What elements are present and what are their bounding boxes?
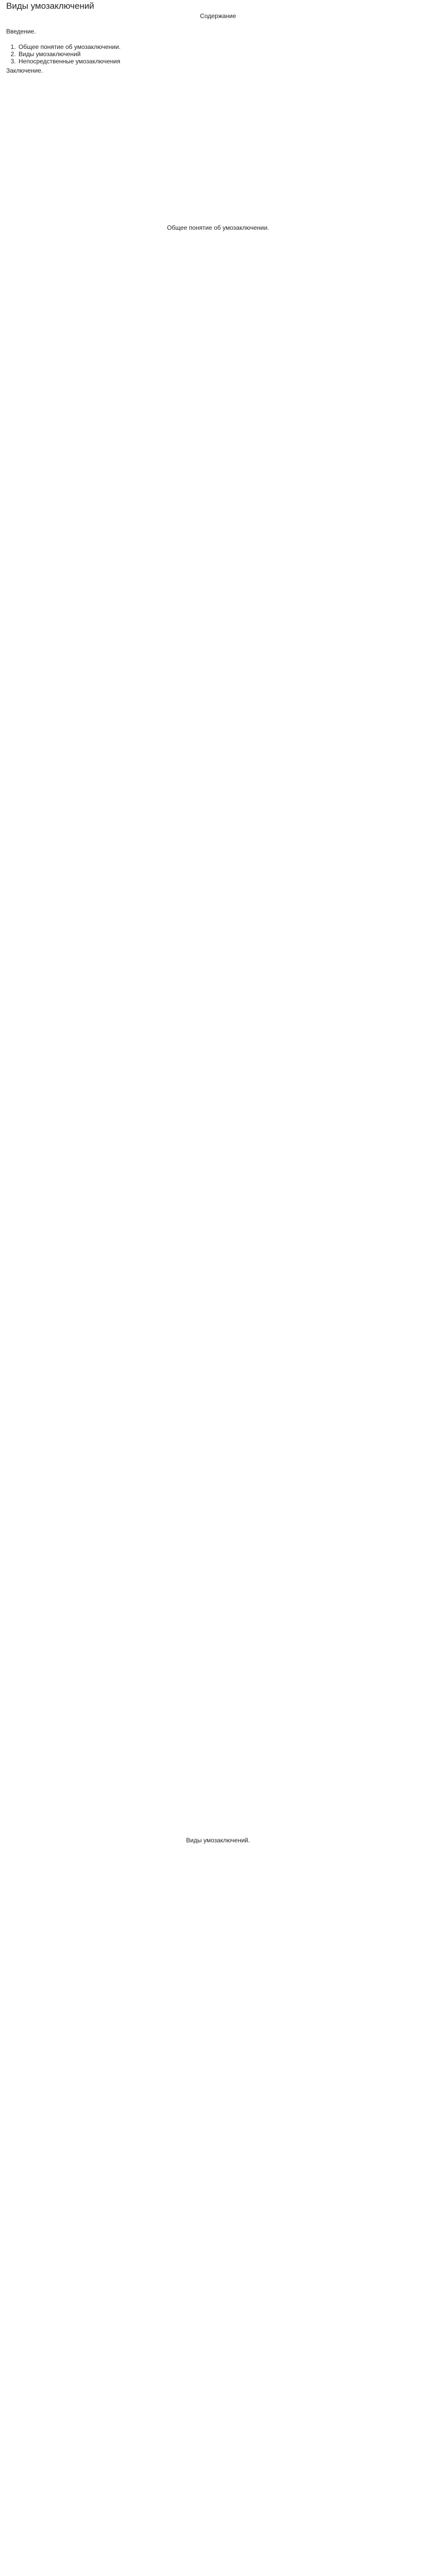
section-title-general-concept: Общее понятие об умозаключении. — [167, 224, 269, 231]
intro-label: Введение. — [6, 28, 36, 35]
table-of-contents — [6, 43, 120, 65]
toc-item: 3. Непосредственные умозаключения — [18, 58, 120, 65]
section-title-types: Виды умозаключений. — [186, 1837, 250, 1844]
document-title: Виды умозаключений — [6, 1, 94, 11]
toc-item: 2. Виды умозаключений — [18, 50, 120, 58]
conclusion-label: Заключение. — [6, 67, 43, 74]
toc-item: 1. Общее понятие об умозаключении. — [18, 43, 120, 50]
toc-heading: Содержание — [200, 12, 236, 20]
